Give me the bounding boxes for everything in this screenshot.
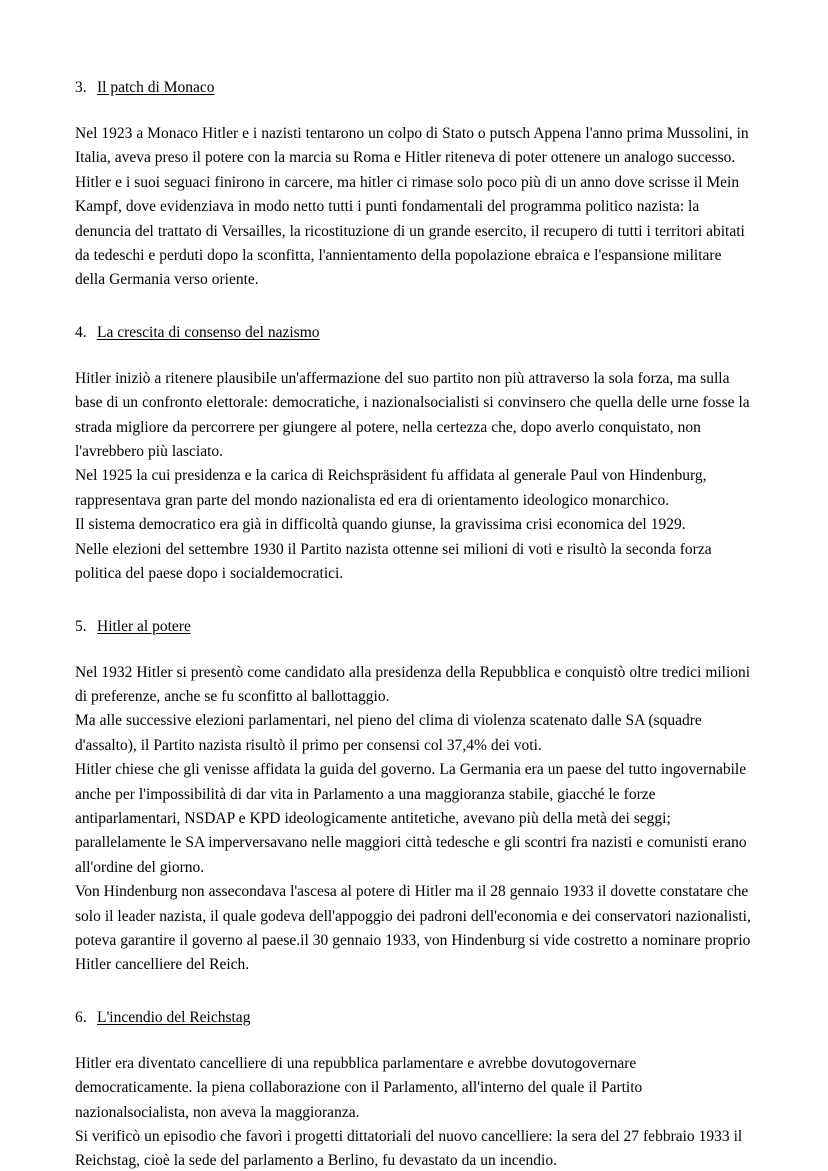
spacer (75, 100, 751, 122)
section-heading-4 (75, 321, 751, 345)
section-title-5: Hitler al potere (97, 617, 191, 635)
paragraph: Nel 1925 la cui presidenza e la carica di Reichspräsident fu affidata al generale Paul von Hindenburg, rappresentava gran parte del mondo nazionalista ed era di orientamento ideologico monarchico. (75, 467, 707, 509)
spacer (75, 639, 751, 661)
section-title-3: Il patch di Monaco (97, 79, 215, 96)
section-number-5: 5. (75, 617, 87, 635)
paragraph: Il sistema democratico era già in difficoltà quando giunse, la gravissima crisi economica del 1929. (75, 516, 686, 534)
paragraph: Hitler chiese che gli venisse affidata la guida del governo. La Germania era un paese del tutto ingovernabile anche per l'impossibilità di dar vita in Parlamento a una maggioranza stabile, giacché le forze antiparlamentari, NSDAP e KPD ideologicamente antitetiche, avevano più della metà dei seggi; parallelamente le SA imperversavano nelle maggiori città tedesche e gli scontri fra nazisti e comunisti erano all'ordine del giorno. (75, 761, 747, 876)
paragraph: Nel 1932 Hitler si presentò come candidato alla presidenza della Repubblica e conquistò oltre tredici milioni di preferenze, anche se fu sconfitto al ballottaggio. (75, 663, 751, 705)
section-number-3: 3. (75, 79, 87, 96)
spacer (75, 978, 751, 1006)
section-title-6: L'incendio del Reichstag (97, 1008, 251, 1026)
paragraph: Von Hindenburg non assecondava l'ascesa al potere di Hitler ma il 28 gennaio 1933 il dovette constatare che solo il leader nazista, il quale godeva dell'appoggio dei padroni dell'economia e dei conservatori nazionalisti, poteva garantire il governo al paese.il 30 gennaio 1933, von Hindenburg si vide costretto a nominare proprio Hitler cancelliere del Reich. (75, 883, 751, 974)
paragraph: Ma alle successive elezioni parlamentari, nel pieno del clima di violenza scatenato dalle SA (squadre d'assalto), il Partito nazista risultò il primo per consensi col 37,4% dei voti. (75, 712, 702, 754)
section-title-4: La crescita di consenso del nazismo (97, 323, 320, 341)
document-body (75, 76, 751, 1171)
paragraph: Si verificò un episodio che favorì i progetti dittatoriali del nuovo cancelliere: la sera del 27 febbraio 1933 il Reichstag, cioè la sede del parlamento a Berlino, fu devastato da un incendio. (75, 1128, 743, 1170)
spacer (75, 345, 751, 367)
section-heading-5 (75, 615, 751, 639)
paragraph: Hitler e i suoi seguaci finirono in carcere, ma hitler ci rimase solo poco più di un anno dove scrisse il Mein Kampf, dove evidenziava in modo netto tutti i punti fondamentali del programma politico nazista: la denuncia del trattato di Versailles, la ricostituzione di un grande esercito, il recupero di tutti i territori abitati da tedeschi e perduti dopo la sconfitta, l'annientamento della popolazione ebraica e l'espansione militare della Germania verso oriente. (75, 173, 745, 289)
section-number-6: 6. (75, 1008, 87, 1026)
section-heading-6 (75, 1006, 751, 1030)
paragraph: Hitler era diventato cancelliere di una repubblica parlamentare e avrebbe dovutogovernare democraticamente. la piena collaborazione con il Parlamento, all'interno del quale il Partito nazionalsocialista, non aveva la maggioranza. (75, 1054, 643, 1121)
spacer (75, 587, 751, 615)
paragraph: Nelle elezioni del settembre 1930 il Partito nazista ottenne sei milioni di voti e risultò la seconda forza politica del paese dopo i socialdemocratici. (75, 540, 712, 583)
spacer (75, 1030, 751, 1052)
paragraph: Nel 1923 a Monaco Hitler e i nazisti tentarono un colpo di Stato o putsch Appena l'anno prima Mussolini, in Italia, aveva preso il potere con la marcia su Roma e Hitler riteneva di poter ottenere un analogo successo. (75, 125, 749, 167)
paragraph: Hitler iniziò a ritenere plausibile un'affermazione del suo partito non più attraverso la sola forza, ma sulla base di un confronto elettorale: democratiche, i nazionalsocialisti si convinsero che quella delle urne fosse la strada migliore da percorrere per giungere al potere, nella certezza che, dopo averlo conquistato, non l'avrebbero più lasciato. (75, 369, 750, 461)
section-number-4: 4. (75, 323, 87, 341)
spacer (75, 293, 751, 321)
section-heading-3 (75, 76, 751, 100)
